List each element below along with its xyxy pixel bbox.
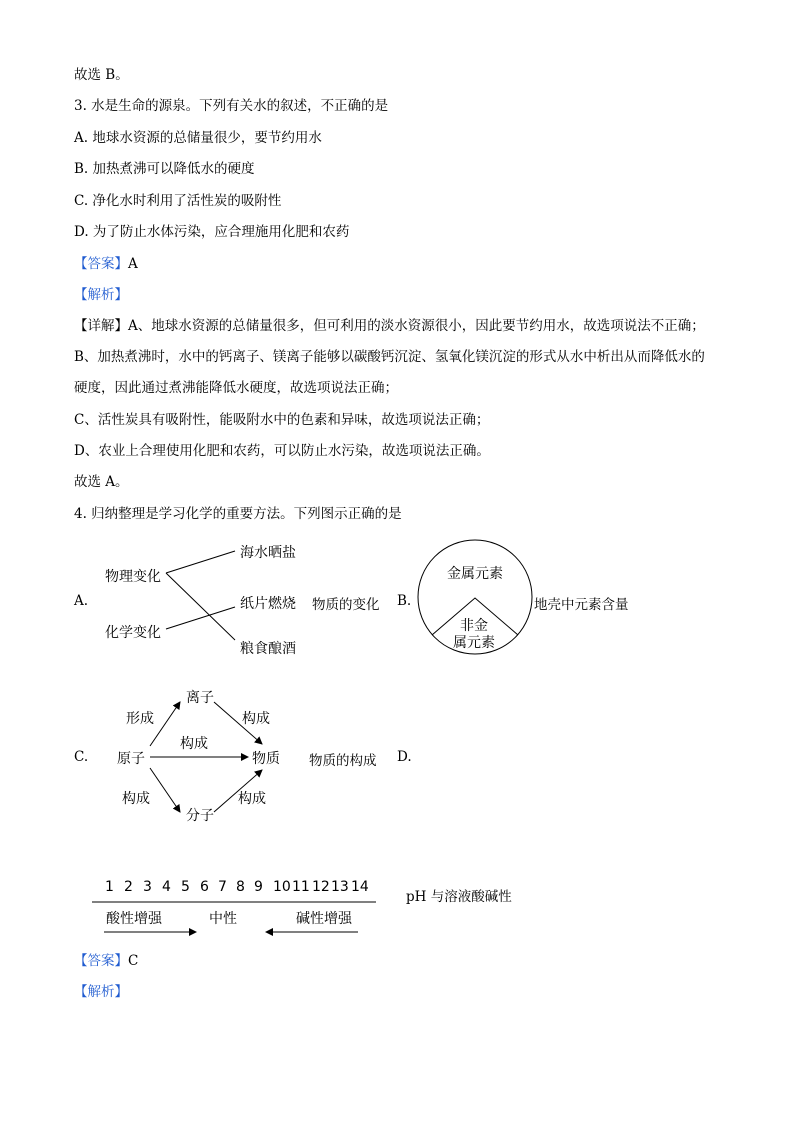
neutral-label: 中性 bbox=[209, 911, 237, 927]
detail-c: C、活性炭具有吸附性，能吸附水中的色素和异味，故选项说法正确； bbox=[74, 412, 490, 428]
ph-tick-6: 6 bbox=[200, 879, 209, 895]
nonmetal-label-2: 属元素 bbox=[453, 635, 495, 651]
option-c-letter: C. bbox=[74, 749, 89, 765]
detail-tag: 【详解】 bbox=[74, 318, 128, 334]
option-b-caption: 地壳中元素含量 bbox=[534, 597, 629, 613]
ph-tick-1: 1 bbox=[105, 879, 114, 895]
question-3-stem: 3. 水是生命的源泉。下列有关水的叙述，不正确的是 bbox=[74, 98, 389, 114]
atom-molecule-constitute-label: 构成 bbox=[122, 791, 150, 807]
atom-label: 原子 bbox=[117, 751, 145, 767]
question-3-option-a: A. 地球水资源的总储量很少，要节约用水 bbox=[74, 130, 322, 146]
question-3-option-b: B. 加热煮沸可以降低水的硬度 bbox=[74, 161, 255, 177]
detail-b-line2: 硬度，因此通过煮沸能降低水硬度，故选项说法正确； bbox=[74, 380, 398, 396]
detail-b-line1: B、加热煮沸时，水中的钙离子、镁离子能够以碳酸钙沉淀、氢氧化镁沉淀的形式从水中析出从而降低水的 bbox=[74, 349, 705, 365]
ph-tick-2: 2 bbox=[124, 879, 133, 895]
option-d-caption: pH 与溶液酸碱性 bbox=[406, 889, 512, 905]
option-b-letter: B. bbox=[397, 593, 412, 609]
ph-tick-12: 12 bbox=[312, 879, 330, 895]
option-a-caption: 物质的变化 bbox=[312, 597, 380, 613]
text-conclusion-a: 故选 A。 bbox=[74, 474, 129, 490]
ph-tick-5: 5 bbox=[181, 879, 190, 895]
ph-tick-8: 8 bbox=[236, 879, 245, 895]
ph-tick-labels bbox=[105, 879, 369, 895]
text-conclusion-b: 故选 B。 bbox=[74, 67, 129, 83]
answer-tag: 【答案】 bbox=[74, 953, 128, 969]
base-label: 碱性增强 bbox=[296, 911, 352, 927]
seawater-salt-label: 海水晒盐 bbox=[240, 545, 296, 561]
substance-label: 物质 bbox=[252, 751, 280, 767]
answer-4 bbox=[74, 952, 138, 970]
paper-burning-label: 纸片燃烧 bbox=[240, 596, 296, 612]
analysis-tag: 【解析】 bbox=[74, 984, 128, 1000]
ph-tick-7: 7 bbox=[218, 879, 227, 895]
detail-a-text: A、地球水资源的总储量很多，但可利用的淡水资源很小，因此要节约用水，故选项说法不正确； bbox=[128, 318, 705, 334]
molecule-constitute-label: 构成 bbox=[238, 791, 266, 807]
ph-tick-9: 9 bbox=[254, 879, 263, 895]
ph-tick-13: 13 bbox=[331, 879, 349, 895]
grain-brewing-label: 粮食酿酒 bbox=[240, 641, 296, 657]
ph-tick-4: 4 bbox=[162, 879, 171, 895]
answer-value: A bbox=[128, 256, 138, 272]
molecule-label: 分子 bbox=[186, 808, 214, 824]
form-label: 形成 bbox=[126, 711, 154, 727]
question-4-stem: 4. 归纳整理是学习化学的重要方法。下列图示正确的是 bbox=[74, 506, 402, 522]
chemical-change-label: 化学变化 bbox=[105, 625, 161, 641]
acid-label: 酸性增强 bbox=[106, 911, 162, 927]
ph-tick-14: 14 bbox=[351, 879, 369, 895]
option-d-letter: D. bbox=[397, 749, 412, 765]
physical-change-label: 物理变化 bbox=[105, 569, 161, 585]
ph-tick-11: 11 bbox=[292, 879, 310, 895]
metal-element-label: 金属元素 bbox=[447, 566, 503, 582]
ion-label: 离子 bbox=[186, 690, 214, 706]
ph-tick-10: 10 bbox=[273, 879, 291, 895]
nonmetal-label-1: 非金 bbox=[460, 618, 488, 634]
ph-tick-3: 3 bbox=[143, 879, 152, 895]
question-3-option-c: C. 净化水时利用了活性炭的吸附性 bbox=[74, 193, 282, 209]
answer-tag: 【答案】 bbox=[74, 256, 128, 272]
detail-d: D、农业上合理使用化肥和农药，可以防止水污染，故选项说法正确。 bbox=[74, 443, 490, 459]
question-3-option-d: D. 为了防止水体污染，应合理施用化肥和农药 bbox=[74, 224, 350, 240]
ion-constitute-label: 构成 bbox=[242, 711, 270, 727]
atom-constitute-label: 构成 bbox=[180, 736, 208, 752]
option-c-caption: 物质的构成 bbox=[309, 753, 377, 769]
option-a-letter: A. bbox=[74, 593, 89, 609]
analysis-tag: 【解析】 bbox=[74, 287, 128, 303]
analysis-4-tag bbox=[74, 983, 128, 1001]
answer-value: C bbox=[128, 953, 139, 969]
